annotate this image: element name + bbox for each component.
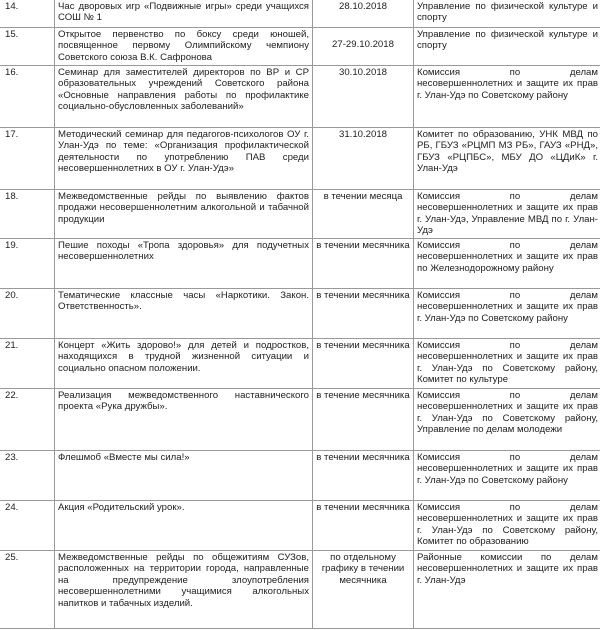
event-date: в течении месячника	[313, 339, 414, 389]
table-row	[0, 190, 600, 239]
event-date: в течении месячника	[313, 289, 414, 339]
responsible-party: Комиссия по делам несовершеннолетних и защите их прав г. Улан-Удэ по Советскому району	[414, 66, 600, 128]
table-row	[0, 66, 600, 128]
responsible-party: Комиссия по делам несовершеннолетних и защите их прав г. Улан-Удэ по Советскому району	[414, 289, 600, 339]
responsible-party: Комиссия по делам несовершеннолетних и защите их прав г. Улан-Удэ по Советскому району, Комитет по образованию	[414, 501, 600, 551]
table-row	[0, 451, 600, 501]
event-date: в течении месячника	[313, 451, 414, 501]
row-number: 23.	[0, 451, 55, 501]
row-number: 18.	[0, 190, 55, 239]
row-number: 17.	[0, 128, 55, 190]
row-number: 22.	[0, 389, 55, 451]
row-number: 15.	[0, 28, 55, 66]
responsible-party: Комиссия по делам несовершеннолетних и защите их прав по Железнодорожному району	[414, 239, 600, 289]
row-number: 25.	[0, 551, 55, 629]
row-number: 20.	[0, 289, 55, 339]
responsible-party: Комиссия по делам несовершеннолетних и защите их прав г. Улан-Удэ по Советскому району, Комитет по культуре	[414, 339, 600, 389]
event-name: Семинар для заместителей директоров по ВР и СР образовательных учреждений Советского района «Основные направления работы по профилактике социально-обусловленных заболеваний»	[55, 66, 313, 128]
event-date: в течении месячника	[313, 501, 414, 551]
event-date: 31.10.2018	[313, 128, 414, 190]
table-row	[0, 339, 600, 389]
responsible-party: Комитет по образованию, УНК МВД по РБ, ГБУЗ «РЦМП МЗ РБ», ГАУЗ «РНД», ГБУЗ «РЦПБС», МБУ ДО «ЦДиК» г. Улан-Удэ	[414, 128, 600, 190]
table-row	[0, 0, 600, 28]
responsible-party: Комиссия по делам несовершеннолетних и защите их прав г. Улан-Удэ, Управление МВД по г. Улан-Удэ	[414, 190, 600, 239]
table-row	[0, 501, 600, 551]
event-date: по отдельному графику в течении месячника	[313, 551, 414, 629]
event-name: Тематические классные часы «Наркотики. Закон. Ответственность».	[55, 289, 313, 339]
event-date: в течении месяца	[313, 190, 414, 239]
row-number: 24.	[0, 501, 55, 551]
event-date: 28.10.2018	[313, 0, 414, 28]
responsible-party: Комиссия по делам несовершеннолетних и защите их прав г. Улан-Удэ по Советскому району, Управление по делам молодежи	[414, 389, 600, 451]
responsible-party: Управление по физической культуре и спорту	[414, 28, 600, 66]
event-name: Реализация межведомственного наставнического проекта «Рука дружбы».	[55, 389, 313, 451]
table-row	[0, 389, 600, 451]
row-number: 21.	[0, 339, 55, 389]
table-row	[0, 128, 600, 190]
event-name: Концерт «Жить здорово!» для детей и подростков, находящихся в трудной жизненной ситуации и социально опасном положении.	[55, 339, 313, 389]
event-name: Час дворовых игр «Подвижные игры» среди учащихся СОШ № 1	[55, 0, 313, 28]
event-date: 27-29.10.2018	[313, 28, 414, 66]
table-row	[0, 551, 600, 629]
table-row	[0, 28, 600, 66]
event-name: Открытое первенство по боксу среди юношей, посвященное первому Олимпийскому чемпиону Советского союза В.К. Сафронова	[55, 28, 313, 66]
event-date: 30.10.2018	[313, 66, 414, 128]
responsible-party: Районные комиссии по делам несовершеннолетних и защите их прав г. Улан-Удэ	[414, 551, 600, 629]
event-name: Межведомственные рейды по общежитиям СУЗов, расположенных на территории города, направленные на предупреждение злоупотребления несовершеннолетними учащимися алкогольных напитков и табачных изделий.	[55, 551, 313, 629]
event-name: Флешмоб «Вместе мы сила!»	[55, 451, 313, 501]
responsible-party: Управление по физической культуре и спорту	[414, 0, 600, 28]
event-date: в течение месячника	[313, 389, 414, 451]
event-name: Методический семинар для педагогов-психологов ОУ г. Улан-Удэ по теме: «Организация профилактической деятельности по употреблению ПАВ среди несовершеннолетних в ОУ г. Улан-Удэ»	[55, 128, 313, 190]
event-name: Пешие походы «Тропа здоровья» для подучетных несовершеннолетних	[55, 239, 313, 289]
event-name: Межведомственные рейды по выявлению фактов продажи несовершеннолетним алкогольной и табачной продукции	[55, 190, 313, 239]
row-number: 19.	[0, 239, 55, 289]
table-row	[0, 289, 600, 339]
row-number: 14.	[0, 0, 55, 28]
responsible-party: Комиссия по делам несовершеннолетних и защите их прав г. Улан-Удэ по Советскому району	[414, 451, 600, 501]
row-number: 16.	[0, 66, 55, 128]
event-date: в течении месячника	[313, 239, 414, 289]
table-row	[0, 239, 600, 289]
event-name: Акция «Родительский урок».	[55, 501, 313, 551]
